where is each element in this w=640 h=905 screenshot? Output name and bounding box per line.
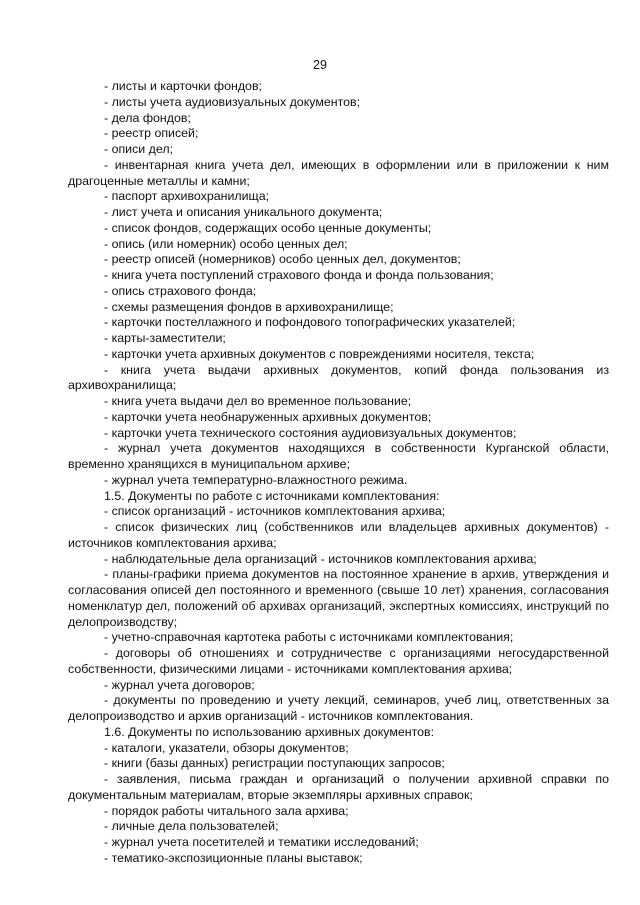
text-paragraph: - опись (или номерник) особо ценных дел; xyxy=(104,236,348,251)
page-number: 29 xyxy=(313,58,327,72)
text-paragraph: - карточки учета технического состояния аудиовизуальных документов; xyxy=(104,425,517,440)
text-paragraph: - инвентарная книга учета дел, имеющих в оформлении или в приложении к ним драгоценные металлы и камни; xyxy=(68,157,609,188)
text-paragraph: - журнал учета документов находящихся в собственности Курганской области, временно хранящихся в муниципальном архиве; xyxy=(68,441,609,471)
text-paragraph: - книги (базы данных) регистрации поступающих запросов; xyxy=(104,756,445,771)
text-paragraph: 1.6. Документы по использованию архивных документов: xyxy=(104,724,435,739)
text-paragraph: - заявления, письма граждан и организаций о получении архивной справки по документальным материалам, вторые экземпляры архивных справок; xyxy=(68,772,609,802)
text-paragraph: - журнал учета посетителей и тематики исследований; xyxy=(104,835,419,849)
text-paragraph: 1.5. Документы по работе с источниками комплектования: xyxy=(104,488,440,503)
text-paragraph: - реестр описей; xyxy=(104,126,199,141)
text-paragraph: - схемы размещения фондов в архивохранилище; xyxy=(104,299,394,314)
text-paragraph: - листы и карточки фондов; xyxy=(104,79,262,93)
text-paragraph: - наблюдательные дела организаций - источников комплектования архива; xyxy=(104,551,537,566)
text-paragraph: - журнал учета температурно-влажностного режима. xyxy=(104,472,408,487)
text-paragraph: - карточки учета архивных документов с повреждениями носителя, текста; xyxy=(104,346,535,361)
text-paragraph: - личные дела пользователей; xyxy=(104,819,279,834)
text-paragraph: - карточки постеллажного и пофондового топографических указателей; xyxy=(104,315,516,330)
text-paragraph: - листы учета аудиовизуальных документов; xyxy=(104,94,361,109)
document-body xyxy=(68,79,609,867)
text-paragraph: - паспорт архивохранилища; xyxy=(104,189,270,204)
text-paragraph: - список физических лиц (собственников или владельцев архивных документов) - источников комплектования архива; xyxy=(68,520,609,550)
text-paragraph: - опись страхового фонда; xyxy=(104,283,257,298)
text-paragraph: - журнал учета договоров; xyxy=(104,677,255,692)
text-paragraph: - книга учета выдачи архивных документов, копий фонда пользования из архивохранилища; xyxy=(68,362,609,393)
text-paragraph: - планы-графики приема документов на постоянное хранение в архив, утверждения и согласования описей дел постоянного и временного (свыше 10 лет) хранения, согласования номенклатур дел, положений об архивах организаций, экспертных комиссиях, инструкций по делопроизводству; xyxy=(68,567,609,629)
text-paragraph: - лист учета и описания уникального документа; xyxy=(104,205,383,219)
text-paragraph: - учетно-справочная картотека работы с источниками комплектования; xyxy=(104,630,514,645)
text-paragraph: - каталоги, указатели, обзоры документов; xyxy=(104,740,349,755)
text-paragraph: - список организаций - источников комплектования архива; xyxy=(104,504,446,519)
text-paragraph: - книга учета поступлений страхового фонда и фонда пользования; xyxy=(104,268,494,282)
text-paragraph: - порядок работы читального зала архива; xyxy=(104,803,349,818)
text-paragraph: - документы по проведению и учету лекций, семинаров, учеб лиц, ответственных за делопроизводство и архив организаций - источников комплектования. xyxy=(68,693,609,723)
text-paragraph: - реестр описей (номерников) особо ценных дел, документов; xyxy=(104,252,461,267)
text-paragraph: - карточки учета необнаруженных архивных документов; xyxy=(104,409,432,424)
text-paragraph: - карты-заместители; xyxy=(104,331,226,345)
text-paragraph: - договоры об отношениях и сотрудничестве с организациями негосударственной собственности, физическими лицами - источниками комплектования архива; xyxy=(68,646,609,676)
text-paragraph: - дела фондов; xyxy=(104,110,191,125)
text-paragraph: - описи дел; xyxy=(104,142,174,156)
text-paragraph: - тематико-экспозиционные планы выставок; xyxy=(104,850,363,865)
text-paragraph: - книга учета выдачи дел во временное пользование; xyxy=(104,394,412,408)
text-paragraph: - список фондов, содержащих особо ценные документы; xyxy=(104,220,432,235)
